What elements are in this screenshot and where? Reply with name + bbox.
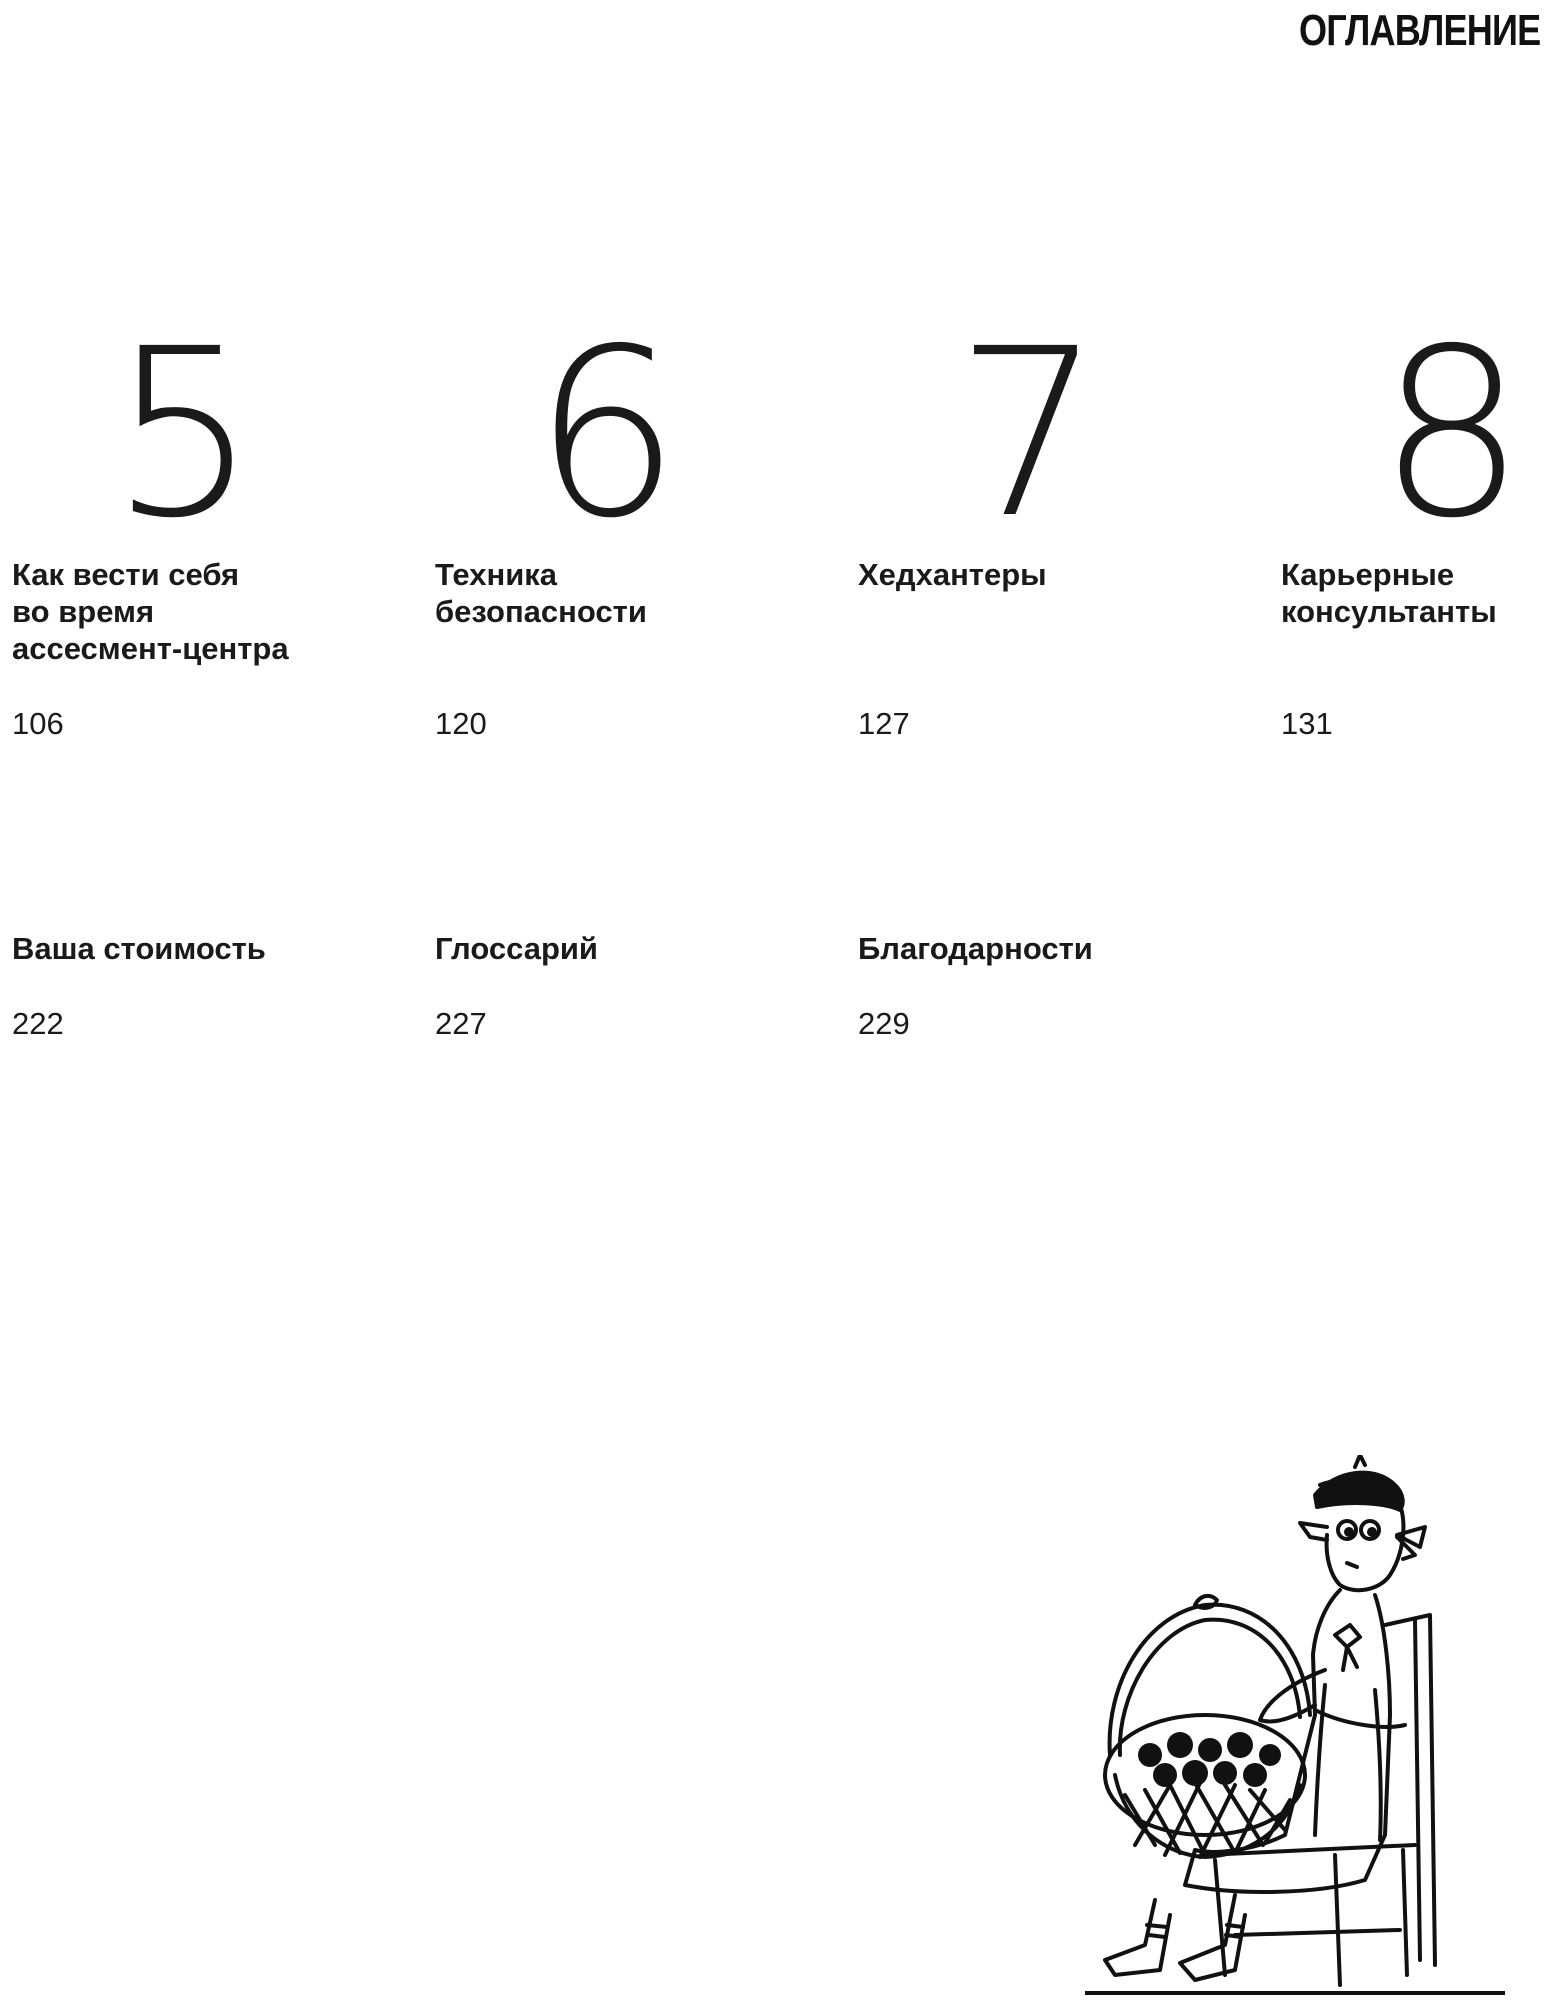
chapter-5[interactable] <box>110 299 520 569</box>
chapter-title: Карьерные консультанты <box>1281 557 1497 629</box>
chapter-number: 8 <box>1378 299 1526 569</box>
appendix-entry[interactable] <box>858 930 1278 1042</box>
chapter-page-number: 120 <box>435 706 487 741</box>
chapter-title: Техника безопасности <box>435 557 647 629</box>
chapter-5-info[interactable] <box>12 556 422 667</box>
entry-page-number: 229 <box>858 1006 910 1041</box>
chapter-number: 6 <box>533 299 681 569</box>
entry-title: Глоссарий <box>435 931 598 966</box>
chapter-6[interactable] <box>533 299 943 569</box>
entry-page-number: 222 <box>12 1006 64 1041</box>
chapter-page-number: 106 <box>12 706 64 741</box>
appendix-entry[interactable] <box>435 930 855 1042</box>
page-title: ОГЛАВЛЕНИЕ <box>1298 6 1540 55</box>
entry-page-number: 227 <box>435 1006 487 1041</box>
chapter-number: 7 <box>955 299 1103 569</box>
chapter-7[interactable] <box>955 299 1365 569</box>
chapter-number: 5 <box>110 299 258 569</box>
woman-with-basket-illustration <box>1085 1455 1505 1995</box>
chapter-page-number: 131 <box>1281 706 1333 741</box>
appendix-entry[interactable] <box>12 930 432 1042</box>
chapter-6-info[interactable] <box>435 556 845 630</box>
chapter-title: Как вести себя во время ассесмент-центра <box>12 557 289 666</box>
entry-title: Благодарности <box>858 931 1093 966</box>
chapter-page-number: 127 <box>858 706 910 741</box>
chapter-8[interactable] <box>1378 299 1550 569</box>
entry-title: Ваша стоимость <box>12 931 266 966</box>
chapter-8-info[interactable] <box>1281 556 1550 630</box>
chapter-title: Хедхантеры <box>858 557 1047 592</box>
chapter-7-info[interactable] <box>858 556 1268 593</box>
